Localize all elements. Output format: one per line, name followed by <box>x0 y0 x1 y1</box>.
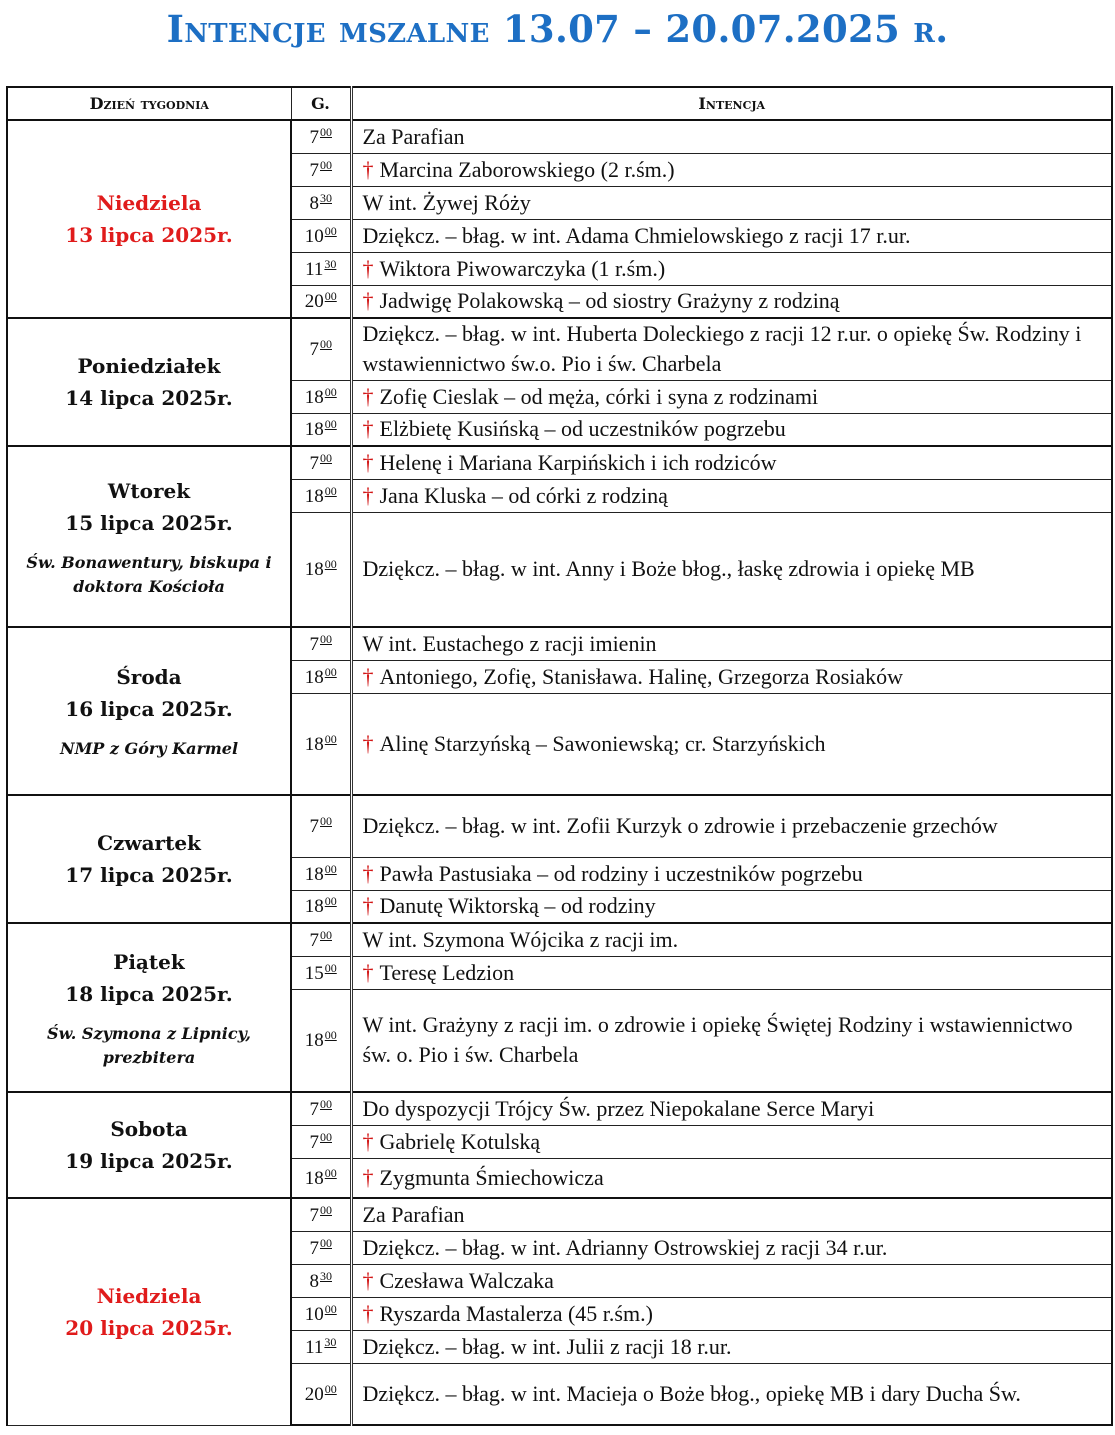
day-group <box>7 795 1112 923</box>
mass-time-hour: 7 <box>309 1098 319 1120</box>
cross-icon: † <box>362 416 374 442</box>
table-row <box>7 795 1112 857</box>
intention-cell <box>351 1125 1112 1158</box>
mass-time <box>291 219 351 252</box>
mass-time-hour: 7 <box>309 126 319 148</box>
intention-cell <box>351 1264 1112 1297</box>
table-row <box>7 1198 1112 1231</box>
intention-cell <box>351 120 1112 153</box>
intention-cell <box>351 1330 1112 1363</box>
mass-time-hour: 7 <box>309 159 319 181</box>
mass-time-minutes: 00 <box>320 337 332 352</box>
day-cell <box>7 446 291 627</box>
day-name: Niedziela <box>96 191 202 215</box>
mass-time-hour: 18 <box>304 419 324 441</box>
cross-icon: † <box>362 663 374 689</box>
mass-time-minutes: 00 <box>324 861 337 876</box>
mass-time-hour: 15 <box>304 962 324 984</box>
intention-cell <box>351 890 1112 923</box>
day-date: 20 lipca 2025r. <box>65 1315 233 1340</box>
cross-icon: † <box>362 860 374 886</box>
table-row <box>7 446 1112 479</box>
mass-time-minutes: 00 <box>324 960 337 975</box>
mass-time-minutes: 30 <box>324 256 337 271</box>
mass-time <box>291 1363 351 1425</box>
day-cell <box>7 627 291 795</box>
day-name: Niedziela <box>96 1283 202 1308</box>
intention-text: Dziękcz. – błag. w int. Julii z racji 18 r.ur. <box>362 1333 732 1359</box>
intention-text: Gabrielę Kotulską <box>379 1128 541 1154</box>
mass-time-hour: 7 <box>309 1131 319 1153</box>
mass-time <box>291 1231 351 1264</box>
intention-cell <box>351 479 1112 512</box>
day-date: 18 lipca 2025r. <box>65 981 233 1006</box>
cross-icon: † <box>362 383 374 409</box>
mass-time-minutes: 00 <box>320 927 332 942</box>
day-name: Środa <box>116 665 182 689</box>
mass-time-hour: 20 <box>304 291 324 313</box>
mass-time <box>291 989 351 1092</box>
mass-time <box>291 413 351 446</box>
mass-time-hour: 8 <box>309 192 319 214</box>
intention-cell <box>351 1231 1112 1264</box>
mass-time <box>291 153 351 186</box>
intention-cell <box>351 413 1112 446</box>
mass-time-minutes: 00 <box>324 1381 337 1396</box>
intention-text: Za Parafian <box>362 123 465 149</box>
intention-text: Wiktora Piwowarczyka (1 r.śm.) <box>379 255 666 281</box>
cross-icon: † <box>362 1300 374 1326</box>
cross-icon: † <box>362 959 374 985</box>
mass-time <box>291 252 351 285</box>
mass-time-hour: 18 <box>304 733 324 755</box>
intention-cell <box>351 186 1112 219</box>
intentions-table <box>6 86 1113 1426</box>
mass-time-minutes: 00 <box>324 664 337 679</box>
mass-time-minutes: 00 <box>320 124 332 139</box>
day-cell <box>7 795 291 923</box>
intention-cell <box>351 627 1112 660</box>
mass-time-minutes: 00 <box>324 289 337 304</box>
mass-time-minutes: 00 <box>324 731 337 746</box>
day-name: Czwartek <box>97 831 201 855</box>
day-cell <box>7 120 291 318</box>
mass-time-hour: 8 <box>309 1270 319 1292</box>
mass-time-minutes: 00 <box>324 223 337 238</box>
cross-icon: † <box>362 730 374 756</box>
intention-text: Elżbietę Kusińską – od uczestników pogrzebu <box>379 416 786 442</box>
mass-time-hour: 7 <box>309 339 319 361</box>
mass-time-minutes: 00 <box>324 483 337 498</box>
intention-text: Za Parafian <box>362 1201 465 1227</box>
intention-cell <box>351 693 1112 795</box>
mass-time-minutes: 30 <box>324 1334 337 1349</box>
header-row <box>7 87 1112 120</box>
header-hour: G. <box>291 87 351 120</box>
table-row <box>7 923 1112 956</box>
mass-time-minutes: 00 <box>324 1301 337 1316</box>
intention-text: Antoniego, Zofię, Stanisława. Halinę, Grzegorza Rosiaków <box>379 663 904 689</box>
day-cell <box>7 1092 291 1198</box>
mass-time-minutes: 00 <box>320 814 332 829</box>
mass-time-minutes: 00 <box>320 1129 332 1144</box>
header-intention: Intencja <box>351 87 1112 120</box>
intention-text: W int. Żywej Róży <box>362 189 531 215</box>
mass-time-hour: 10 <box>304 1303 324 1325</box>
mass-time <box>291 446 351 479</box>
intention-cell <box>351 219 1112 252</box>
table-row <box>7 1092 1112 1125</box>
mass-time <box>291 956 351 989</box>
day-name: Poniedziałek <box>77 354 221 378</box>
table-row <box>7 318 1112 380</box>
day-date: 14 lipca 2025r. <box>65 386 233 410</box>
mass-time <box>291 318 351 380</box>
mass-time-minutes: 00 <box>320 1235 332 1250</box>
day-cell <box>7 318 291 446</box>
intention-text: W int. Eustachego z racji imienin <box>362 630 657 656</box>
mass-time-minutes: 00 <box>324 1028 337 1043</box>
day-date: 16 lipca 2025r. <box>65 697 233 721</box>
mass-time-hour: 18 <box>304 666 324 688</box>
day-date: 19 lipca 2025r. <box>65 1149 233 1173</box>
mass-time-hour: 18 <box>304 386 324 408</box>
mass-time <box>291 1092 351 1125</box>
mass-time-minutes: 00 <box>324 557 337 572</box>
intention-text: Teresę Ledzion <box>379 959 515 985</box>
day-date: 15 lipca 2025r. <box>65 510 233 535</box>
mass-time <box>291 795 351 857</box>
mass-time-minutes: 00 <box>324 894 337 909</box>
mass-time <box>291 1330 351 1363</box>
mass-time <box>291 857 351 890</box>
intention-cell <box>351 1363 1112 1425</box>
mass-time <box>291 1297 351 1330</box>
header-day: Dzień tygodnia <box>7 87 291 120</box>
mass-time-hour: 7 <box>309 1204 319 1226</box>
intention-cell <box>351 1297 1112 1330</box>
mass-time <box>291 479 351 512</box>
day-cell <box>7 923 291 1092</box>
mass-time-minutes: 00 <box>324 417 337 432</box>
intention-text: Jana Kluska – od córki z rodziną <box>379 482 668 508</box>
cross-icon: † <box>362 482 374 508</box>
mass-time <box>291 186 351 219</box>
mass-time-minutes: 00 <box>320 450 332 465</box>
intention-text: Helenę i Mariana Karpińskich i ich rodziców <box>379 449 777 475</box>
mass-time-minutes: 00 <box>320 1096 332 1111</box>
day-group <box>7 1198 1112 1425</box>
page-title: Intencje mszalne 13.07 – 20.07.2025 r. <box>166 7 949 51</box>
mass-time-hour: 18 <box>304 863 324 885</box>
intention-text: Jadwigę Polakowską – od siostry Grażyny z rodziną <box>379 288 840 314</box>
day-name: Wtorek <box>107 478 191 503</box>
intention-text: Alinę Starzyńską – Sawoniewską; cr. Starzyńskich <box>379 730 826 756</box>
intention-cell <box>351 512 1112 627</box>
table-row <box>7 627 1112 660</box>
mass-time <box>291 693 351 795</box>
cross-icon: † <box>362 1128 374 1154</box>
day-name: Sobota <box>110 1117 188 1141</box>
mass-time-minutes: 00 <box>320 631 332 646</box>
intention-cell <box>351 446 1112 479</box>
mass-time-hour: 7 <box>309 816 319 838</box>
mass-time-hour: 7 <box>309 1237 319 1259</box>
mass-time <box>291 1264 351 1297</box>
intention-cell <box>351 252 1112 285</box>
mass-time-minutes: 00 <box>320 157 332 172</box>
intention-cell <box>351 380 1112 413</box>
mass-time <box>291 380 351 413</box>
intention-cell <box>351 1158 1112 1198</box>
mass-time-hour: 18 <box>304 896 324 918</box>
day-group <box>7 1092 1112 1198</box>
day-group <box>7 923 1112 1092</box>
mass-time-hour: 18 <box>304 485 324 507</box>
intention-text: Marcina Zaborowskiego (2 r.śm.) <box>379 156 675 182</box>
mass-time <box>291 923 351 956</box>
intention-text: Dziękcz. – błag. w int. Adama Chmielowskiego z racji 17 r.ur. <box>362 222 911 248</box>
intention-cell <box>351 923 1112 956</box>
mass-time <box>291 890 351 923</box>
intention-text: Dziękcz. – błag. w int. Adrianny Ostrowskiej z racji 34 r.ur. <box>362 1234 888 1260</box>
intention-text: W int. Szymona Wójcika z racji im. <box>362 926 679 952</box>
mass-time-hour: 11 <box>305 1336 324 1358</box>
intention-text: Czesława Walczaka <box>379 1267 554 1293</box>
intention-text: Dziękcz. – błag. w int. Huberta Doleckiego z racji 12 r.ur. o opiekę Św. Rodziny i wstawiennictwo św.o. Pio i św. Charbela <box>362 321 1082 377</box>
cross-icon: † <box>362 255 374 281</box>
intention-cell <box>351 989 1112 1092</box>
mass-time <box>291 512 351 627</box>
cross-icon: † <box>362 156 374 182</box>
mass-time <box>291 120 351 153</box>
intention-cell <box>351 285 1112 318</box>
intention-cell <box>351 660 1112 693</box>
day-group <box>7 627 1112 795</box>
mass-time <box>291 1198 351 1231</box>
day-group <box>7 318 1112 446</box>
mass-time-hour: 7 <box>309 633 319 655</box>
day-cell <box>7 1198 291 1425</box>
mass-time-minutes: 00 <box>320 1202 332 1217</box>
day-group <box>7 120 1112 318</box>
intention-text: Danutę Wiktorską – od rodziny <box>379 893 656 919</box>
intention-text: Dziękcz. – błag. w int. Macieja o Boże błog., opiekę MB i dary Ducha Św. <box>362 1380 1021 1406</box>
day-feast: Św. Bonawentury, biskupa i doktora Kościoła <box>26 552 272 596</box>
mass-time-hour: 18 <box>304 559 324 581</box>
mass-time-hour: 18 <box>304 1030 324 1052</box>
mass-time-minutes: 30 <box>320 1268 332 1283</box>
intention-text: Dziękcz. – błag. w int. Zofii Kurzyk o zdrowie i przebaczenie grzechów <box>362 813 998 839</box>
day-feast: NMP z Góry Karmel <box>59 739 239 758</box>
intention-text: Dziękcz. – błag. w int. Anny i Boże błog., łaskę zdrowia i opiekę MB <box>362 556 975 582</box>
mass-time <box>291 1125 351 1158</box>
mass-time-minutes: 30 <box>320 190 332 205</box>
intention-text: Pawła Pastusiaka – od rodziny i uczestników pogrzebu <box>379 860 863 886</box>
intention-cell <box>351 1092 1112 1125</box>
mass-time <box>291 1158 351 1198</box>
mass-time-hour: 11 <box>305 258 324 280</box>
intention-text: Ryszarda Mastalerza (45 r.śm.) <box>379 1300 653 1326</box>
mass-time <box>291 627 351 660</box>
cross-icon: † <box>362 893 374 919</box>
mass-time-hour: 18 <box>304 1167 324 1189</box>
intention-cell <box>351 153 1112 186</box>
cross-icon: † <box>362 1267 374 1293</box>
day-feast: Św. Szymona z Lipnicy, prezbitera <box>47 1023 251 1067</box>
day-date: 13 lipca 2025r. <box>65 223 233 247</box>
mass-time-hour: 7 <box>309 452 319 474</box>
intention-text: Zofię Cieslak – od męża, córki i syna z rodzinami <box>379 383 819 409</box>
mass-time-minutes: 00 <box>324 384 337 399</box>
mass-time <box>291 660 351 693</box>
mass-time-hour: 20 <box>304 1383 324 1405</box>
day-name: Piątek <box>113 949 185 974</box>
intention-text: Zygmunta Śmiechowicza <box>379 1164 604 1190</box>
intention-cell <box>351 318 1112 380</box>
intention-cell <box>351 857 1112 890</box>
table-row <box>7 120 1112 153</box>
intention-text: Do dyspozycji Trójcy Św. przez Niepokalane Serce Maryi <box>362 1095 875 1121</box>
intention-text: W int. Grażyny z racji im. o zdrowie i opiekę Świętej Rodziny i wstawiennictwo św. o. Pio i św. Charbela <box>362 1012 1073 1068</box>
day-group <box>7 446 1112 627</box>
mass-time-minutes: 00 <box>324 1165 337 1180</box>
cross-icon: † <box>362 288 374 314</box>
intention-cell <box>351 795 1112 857</box>
intention-cell <box>351 1198 1112 1231</box>
intention-cell <box>351 956 1112 989</box>
day-date: 17 lipca 2025r. <box>65 863 233 887</box>
mass-time <box>291 285 351 318</box>
mass-time-hour: 10 <box>304 225 324 247</box>
cross-icon: † <box>362 449 374 475</box>
mass-time-hour: 7 <box>309 929 319 951</box>
cross-icon: † <box>362 1164 374 1190</box>
